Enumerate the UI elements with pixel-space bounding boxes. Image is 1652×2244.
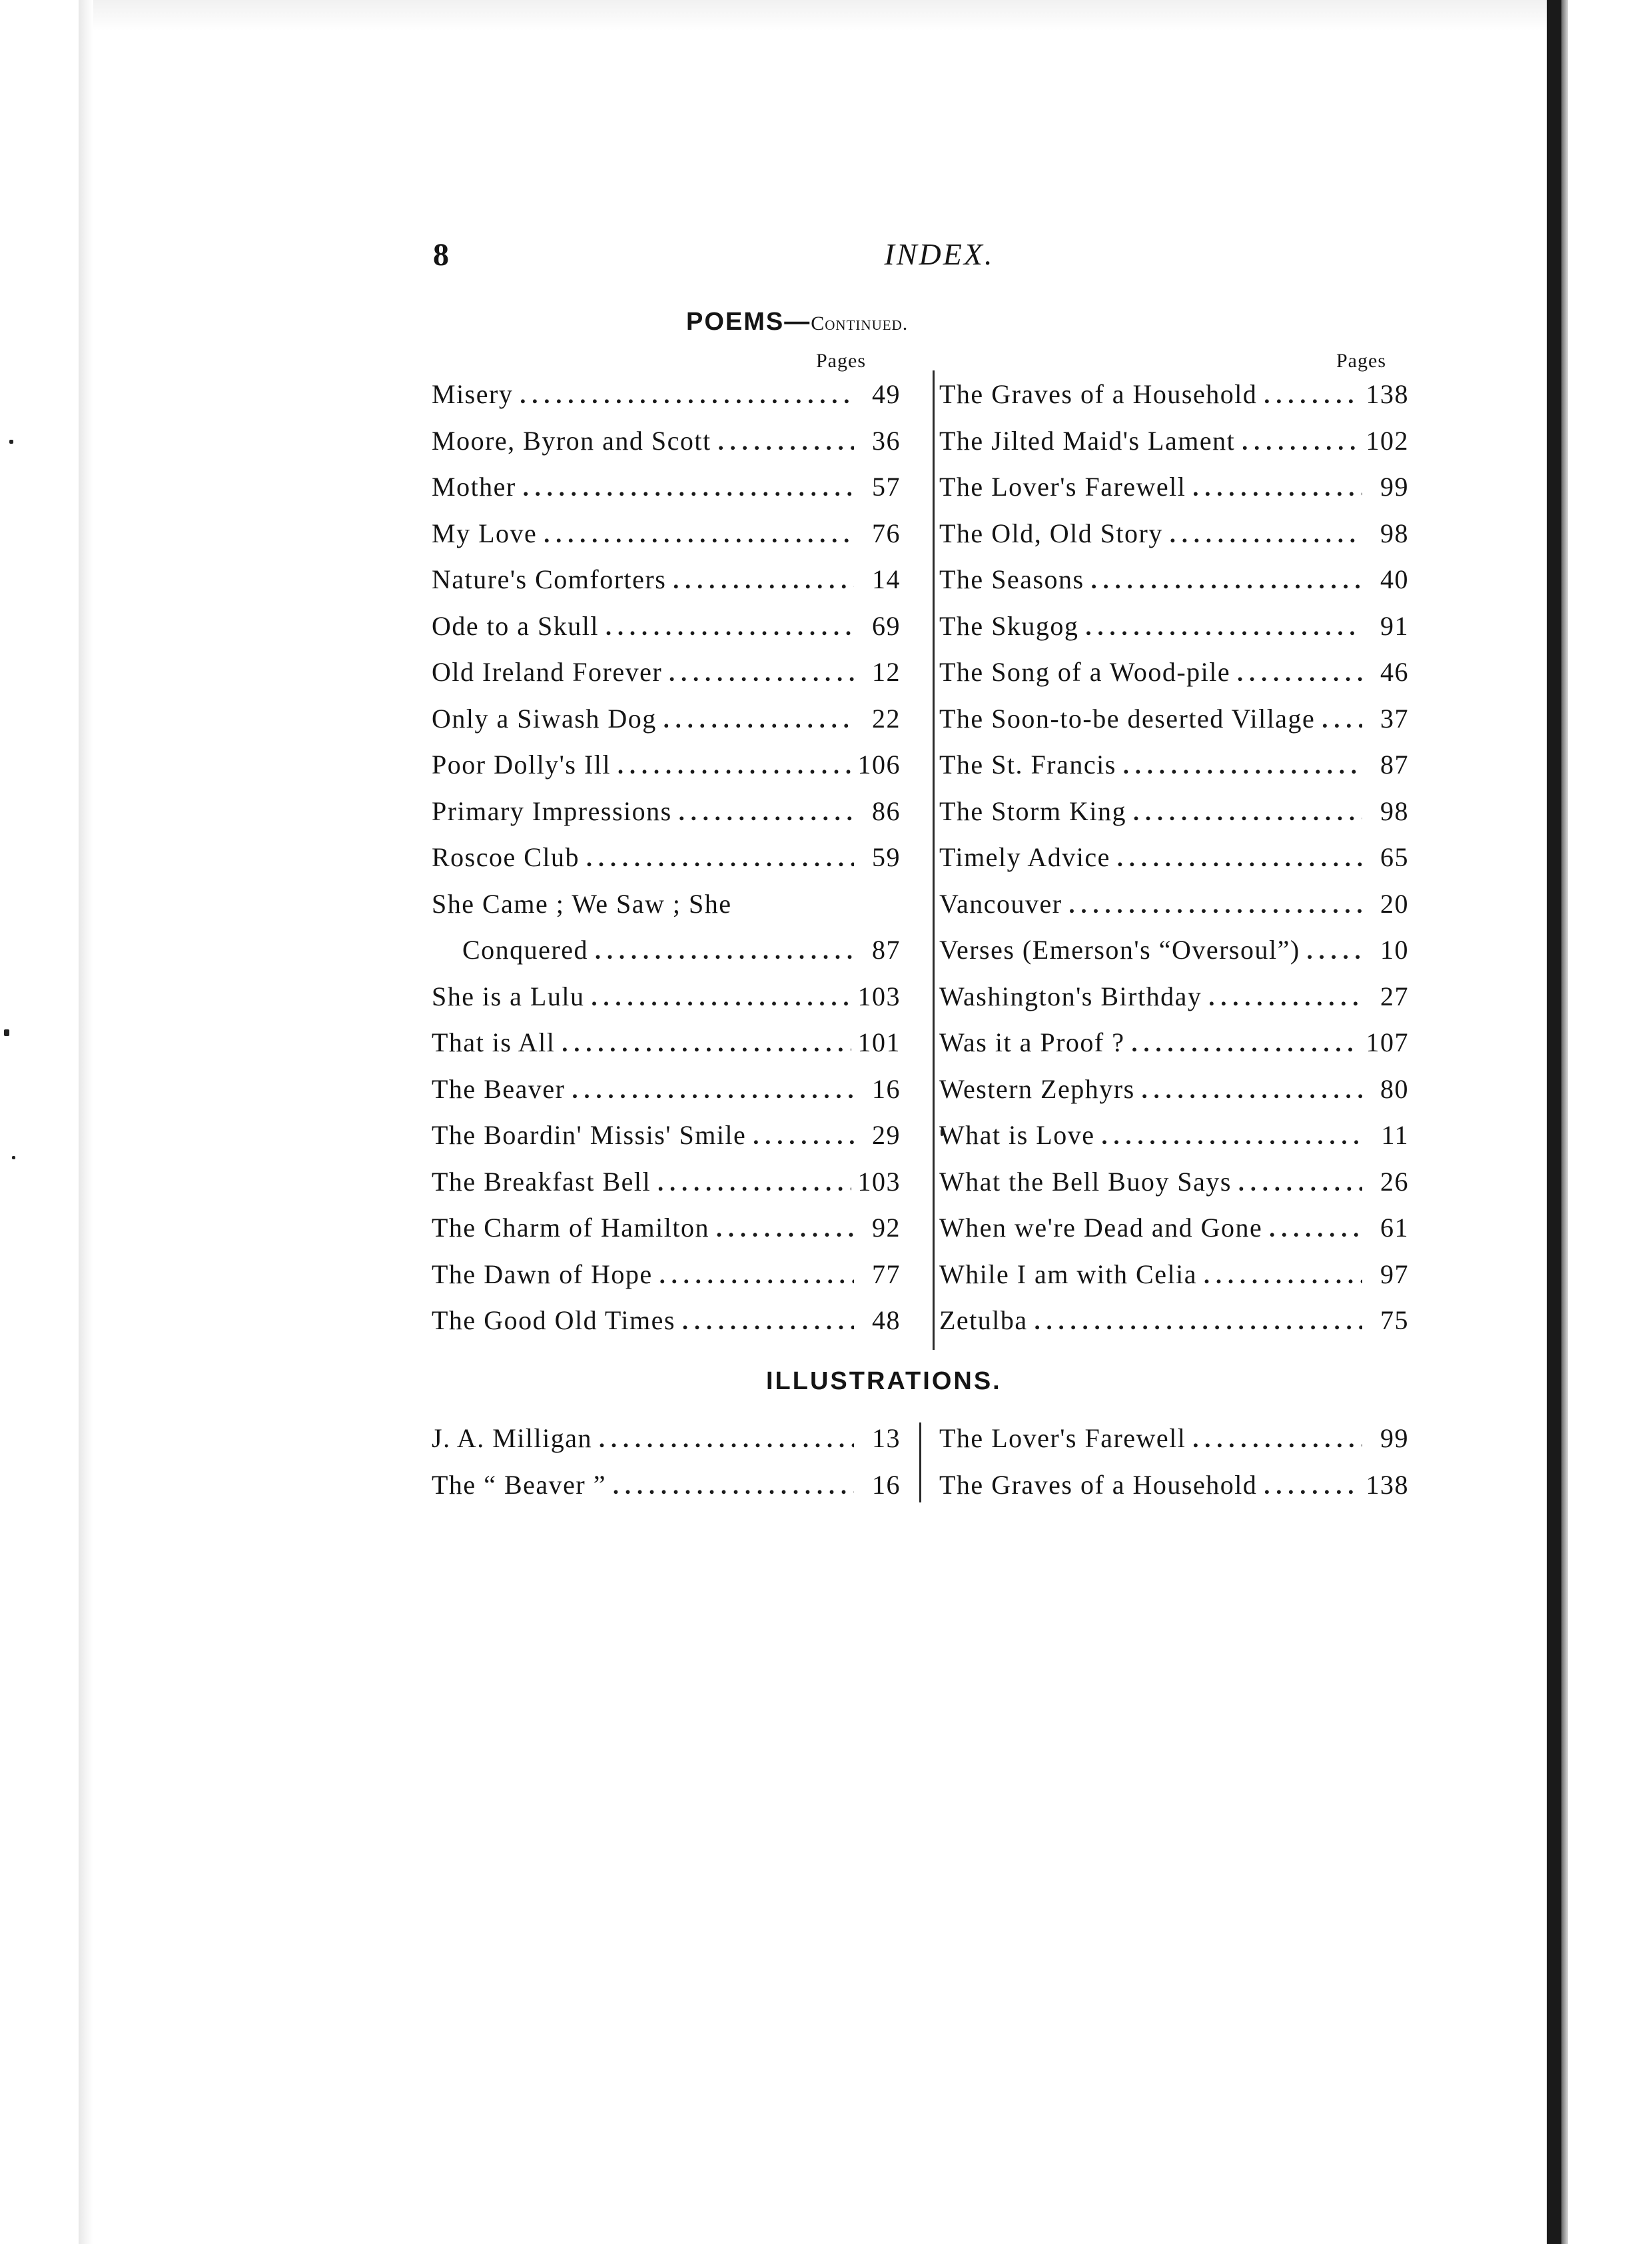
- index-entry: [939, 471, 1409, 518]
- index-entry: [432, 1119, 901, 1166]
- entry-page-number: 91: [1380, 610, 1409, 641]
- entry-page-number: 49: [872, 379, 901, 409]
- scan-speck: [9, 440, 13, 444]
- index-entry: [432, 425, 901, 472]
- entry-title: What is Love: [939, 1120, 1095, 1150]
- dot-leader: [572, 1076, 854, 1104]
- entry-page-number: 36: [872, 425, 901, 456]
- illustrations-left-column: [432, 1422, 901, 1515]
- dot-leader: [544, 520, 854, 548]
- index-entry: [432, 1166, 901, 1213]
- index-entry: [432, 518, 901, 564]
- index-entry: [432, 1469, 901, 1516]
- entry-title: The “ Beaver ”: [432, 1469, 606, 1500]
- scan-speck: [12, 1156, 15, 1159]
- entry-title: Conquered: [462, 935, 589, 965]
- entry-page-number: 65: [1380, 842, 1409, 872]
- entry-title: Was it a Proof ?: [939, 1027, 1125, 1057]
- entry-page-number: 138: [1366, 379, 1409, 409]
- index-entry: [939, 1259, 1409, 1305]
- entry-page-number: 76: [872, 518, 901, 548]
- dot-leader: [599, 1425, 854, 1453]
- page-number: 8: [433, 237, 449, 273]
- illustrations-heading: ILLUSTRATIONS.: [766, 1367, 1002, 1395]
- entry-page-number: 46: [1380, 657, 1409, 687]
- index-entry: [939, 1073, 1409, 1120]
- dot-leader: [1170, 520, 1362, 548]
- poems-heading: [686, 308, 1099, 336]
- entry-page-number: 20: [1380, 888, 1409, 919]
- entry-page-number: 103: [857, 1166, 901, 1197]
- index-entry: [939, 378, 1409, 425]
- entry-title: The Soon-to-be deserted Village: [939, 703, 1316, 734]
- entry-page-number: 57: [872, 472, 901, 502]
- index-entry: [432, 378, 901, 425]
- entry-title: The Jilted Maid's Lament: [939, 425, 1236, 456]
- index-entry: [432, 656, 901, 703]
- index-entry: [432, 888, 901, 935]
- index-entry: [432, 564, 901, 610]
- scan-left-gutter-shadow: [79, 0, 93, 2244]
- entry-title: She Came ; We Saw ; She: [432, 888, 732, 919]
- dot-leader: [1242, 428, 1359, 456]
- dot-leader: [659, 1261, 854, 1289]
- entry-page-number: 13: [872, 1423, 901, 1453]
- entry-page-number: 48: [872, 1305, 901, 1335]
- entry-page-number: 92: [872, 1213, 901, 1243]
- index-entry: [432, 796, 901, 842]
- index-entry: [939, 749, 1409, 796]
- entry-title: The Skugog: [939, 610, 1079, 641]
- dot-leader: [1238, 1169, 1362, 1197]
- index-entry: [432, 1027, 901, 1073]
- entry-title: The Lover's Farewell: [939, 472, 1186, 502]
- entry-title: Verses (Emerson's “Oversoul”): [939, 935, 1300, 965]
- entry-page-number: 86: [872, 796, 901, 826]
- entry-title: While I am with Celia: [939, 1259, 1197, 1289]
- index-entry: [939, 656, 1409, 703]
- entry-page-number: 99: [1380, 1423, 1409, 1453]
- entry-title: The St. Francis: [939, 750, 1116, 780]
- entry-title: She is a Lulu: [432, 981, 585, 1011]
- dot-leader: [1132, 1029, 1360, 1057]
- index-entry: [939, 1305, 1409, 1351]
- index-entry: [939, 934, 1409, 981]
- index-entry: [432, 610, 901, 657]
- entry-title: Moore, Byron and Scott: [432, 425, 711, 456]
- dot-leader: [586, 844, 854, 872]
- index-entry: [939, 703, 1409, 750]
- entry-page-number: 102: [1366, 425, 1409, 456]
- index-entry: [939, 1212, 1409, 1259]
- poems-right-column: [939, 378, 1409, 1351]
- pages-label-left: Pages: [816, 350, 866, 372]
- entry-page-number: 69: [872, 610, 901, 641]
- entry-page-number: 27: [1380, 981, 1409, 1011]
- index-entry: [432, 1212, 901, 1259]
- entry-title: Nature's Comforters: [432, 564, 667, 594]
- dot-leader: [1322, 706, 1362, 734]
- dot-leader: [1269, 1215, 1362, 1243]
- poems-heading-continued: Continued.: [811, 312, 909, 334]
- entry-title: Misery: [432, 379, 514, 409]
- entry-title: The Graves of a Household: [939, 1469, 1258, 1500]
- entry-page-number: 101: [857, 1027, 901, 1057]
- dot-leader: [716, 1215, 854, 1243]
- entry-title: That is All: [432, 1027, 556, 1057]
- entry-title: The Lover's Farewell: [939, 1423, 1186, 1453]
- entry-page-number: 61: [1380, 1213, 1409, 1243]
- entry-page-number: 10: [1380, 935, 1409, 965]
- entry-page-number: 12: [872, 657, 901, 687]
- index-entry: [432, 981, 901, 1027]
- entry-page-number: 138: [1366, 1469, 1409, 1500]
- index-entry: [939, 610, 1409, 657]
- dot-leader: [718, 428, 854, 456]
- entry-title: The Storm King: [939, 796, 1126, 826]
- scan-right-margin: [1568, 0, 1652, 2244]
- index-entry: [939, 1119, 1409, 1166]
- index-entry: [432, 1305, 901, 1351]
- entry-page-number: 107: [1366, 1027, 1409, 1057]
- entry-title: Zetulba: [939, 1305, 1028, 1335]
- entry-page-number: 98: [1380, 518, 1409, 548]
- entry-page-number: 22: [872, 703, 901, 734]
- entry-title: The Boardin' Missis' Smile: [432, 1120, 747, 1150]
- dot-leader: [1069, 891, 1362, 919]
- entry-title: What the Bell Buoy Says: [939, 1166, 1232, 1197]
- entry-title: Western Zephyrs: [939, 1073, 1135, 1104]
- entry-page-number: 80: [1380, 1073, 1409, 1104]
- dot-leader: [1237, 659, 1362, 687]
- entry-page-number: 16: [872, 1469, 901, 1500]
- entry-page-number: 26: [1380, 1166, 1409, 1197]
- index-entry: [432, 471, 901, 518]
- dot-leader: [1204, 1261, 1362, 1289]
- index-entry: [939, 842, 1409, 888]
- index-entry: [939, 1422, 1409, 1469]
- dot-leader: [682, 1307, 854, 1335]
- entry-title: J. A. Milligan: [432, 1423, 593, 1453]
- entry-page-number: 37: [1380, 703, 1409, 734]
- dot-leader: [562, 1029, 851, 1057]
- entry-page-number: 106: [857, 750, 901, 780]
- dot-leader: [657, 1169, 851, 1197]
- dot-leader: [1117, 844, 1362, 872]
- dot-leader: [1192, 474, 1362, 502]
- dot-leader: [1192, 1425, 1362, 1453]
- index-entry: [939, 518, 1409, 564]
- dot-leader: [1085, 613, 1362, 641]
- dot-leader: [679, 798, 854, 826]
- entry-page-number: 77: [872, 1259, 901, 1289]
- index-entry: [939, 1166, 1409, 1213]
- entry-title: The Graves of a Household: [939, 379, 1258, 409]
- entry-title: The Good Old Times: [432, 1305, 675, 1335]
- dot-leader: [520, 381, 854, 409]
- index-entry: [432, 1073, 901, 1120]
- dot-leader: [663, 706, 854, 734]
- entry-title: The Charm of Hamilton: [432, 1213, 709, 1243]
- entry-title: Only a Siwash Dog: [432, 703, 657, 734]
- dot-leader: [1142, 1076, 1362, 1104]
- dot-leader: [1091, 566, 1362, 594]
- entry-title: The Beaver: [432, 1073, 566, 1104]
- dot-leader: [669, 659, 854, 687]
- entry-title: When we're Dead and Gone: [939, 1213, 1263, 1243]
- entry-title: Ode to a Skull: [432, 610, 599, 641]
- entry-page-number: 98: [1380, 796, 1409, 826]
- entry-page-number: 99: [1380, 472, 1409, 502]
- dot-leader: [1102, 1122, 1363, 1150]
- scan-right-edge-bar: [1547, 0, 1561, 2244]
- entry-page-number: 29: [872, 1120, 901, 1150]
- index-entry: [432, 1422, 901, 1469]
- entry-page-number: 59: [872, 842, 901, 872]
- index-entry: [939, 1027, 1409, 1073]
- dot-leader: [1264, 1472, 1359, 1500]
- illustrations-right-column: [939, 1422, 1409, 1515]
- entry-title: The Dawn of Hope: [432, 1259, 653, 1289]
- entry-title: Primary Impressions: [432, 796, 672, 826]
- entry-page-number: 14: [872, 564, 901, 594]
- entry-title: The Seasons: [939, 564, 1084, 594]
- entry-title: Vancouver: [939, 888, 1062, 919]
- entry-title: The Song of a Wood-pile: [939, 657, 1231, 687]
- entry-title: Poor Dolly's Ill: [432, 750, 611, 780]
- scan-right-edge-gradient: [1561, 0, 1568, 2244]
- index-entry: [939, 564, 1409, 610]
- index-entry: [432, 749, 901, 796]
- entry-page-number: 40: [1380, 564, 1409, 594]
- entry-page-number: 11: [1381, 1120, 1409, 1150]
- index-entry: [432, 1259, 901, 1305]
- dot-leader: [753, 1122, 854, 1150]
- scan-speck: [4, 1029, 9, 1036]
- index-entry: [939, 1469, 1409, 1516]
- entry-page-number: 16: [872, 1073, 901, 1104]
- dot-leader: [618, 752, 851, 780]
- entry-title: The Old, Old Story: [939, 518, 1163, 548]
- entry-title: My Love: [432, 518, 538, 548]
- index-entry: [939, 888, 1409, 935]
- dot-leader: [1264, 381, 1359, 409]
- dot-leader: [523, 474, 854, 502]
- index-entry: [939, 981, 1409, 1027]
- scan-top-shade: [93, 0, 1547, 31]
- index-entry: [432, 703, 901, 750]
- dot-leader: [606, 613, 854, 641]
- poems-left-column: [432, 378, 901, 1351]
- entry-page-number: 87: [872, 935, 901, 965]
- running-title: INDEX.: [884, 237, 995, 271]
- dot-leader: [673, 566, 854, 594]
- index-entry: [939, 425, 1409, 472]
- entry-title: Washington's Birthday: [939, 981, 1202, 1011]
- pages-label-right: Pages: [1336, 350, 1386, 372]
- entry-title: The Breakfast Bell: [432, 1166, 651, 1197]
- dot-leader: [591, 983, 851, 1011]
- entry-title: Timely Advice: [939, 842, 1110, 872]
- index-entry: [432, 842, 901, 888]
- entry-title: Roscoe Club: [432, 842, 580, 872]
- dot-leader: [1133, 798, 1362, 826]
- page-header: [0, 237, 1547, 283]
- entry-page-number: 97: [1380, 1259, 1409, 1289]
- dot-leader: [613, 1472, 854, 1500]
- entry-title: Old Ireland Forever: [432, 657, 663, 687]
- entry-page-number: 103: [857, 981, 901, 1011]
- dot-leader: [1307, 937, 1362, 965]
- dot-leader: [595, 937, 854, 965]
- column-divider: [933, 370, 935, 1350]
- dot-leader: [1208, 983, 1362, 1011]
- dot-leader: [1123, 752, 1362, 780]
- dot-leader: [1034, 1307, 1362, 1335]
- index-entry: [939, 796, 1409, 842]
- entry-page-number: 87: [1380, 750, 1409, 780]
- entry-title: Mother: [432, 472, 516, 502]
- entry-page-number: 75: [1380, 1305, 1409, 1335]
- poems-heading-label: POEMS—: [686, 308, 811, 336]
- column-divider: [919, 1422, 921, 1502]
- index-entry: [432, 934, 901, 981]
